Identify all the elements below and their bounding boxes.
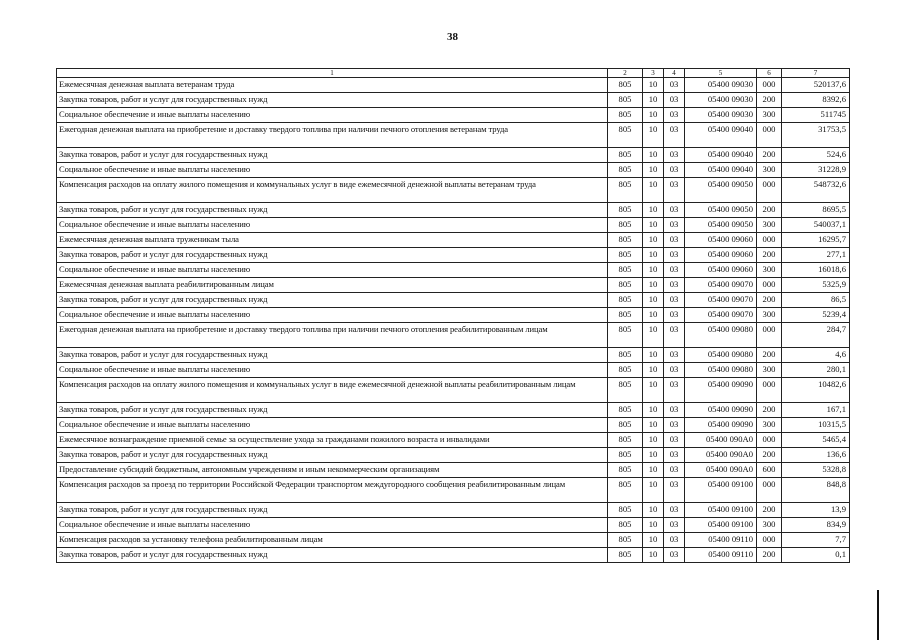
amount-cell: 5465,4	[782, 433, 850, 448]
expense-type-cell: 300	[757, 263, 782, 278]
department-code-cell: 805	[608, 448, 643, 463]
department-code-cell: 805	[608, 378, 643, 403]
header-cell: 5	[685, 69, 757, 78]
department-code-cell: 805	[608, 363, 643, 378]
section-code-cell: 10	[643, 403, 664, 418]
expense-type-cell: 000	[757, 78, 782, 93]
department-code-cell: 805	[608, 533, 643, 548]
subsection-code-cell: 03	[664, 263, 685, 278]
section-code-cell: 10	[643, 323, 664, 348]
table-row	[57, 418, 850, 433]
section-code-cell: 10	[643, 78, 664, 93]
expense-type-cell: 200	[757, 548, 782, 563]
table-row	[57, 278, 850, 293]
subsection-code-cell: 03	[664, 148, 685, 163]
amount-cell: 280,1	[782, 363, 850, 378]
table-row	[57, 93, 850, 108]
item-name-cell: Закупка товаров, работ и услуг для государственных нужд	[57, 548, 608, 563]
amount-cell: 136,6	[782, 448, 850, 463]
department-code-cell: 805	[608, 178, 643, 203]
department-code-cell: 805	[608, 503, 643, 518]
item-name-cell: Ежегодная денежная выплата на приобретение и доставку твердого топлива при наличии печного отопления ветеранам труда	[57, 123, 608, 148]
table-row	[57, 518, 850, 533]
department-code-cell: 805	[608, 403, 643, 418]
table-row	[57, 363, 850, 378]
amount-cell: 524,6	[782, 148, 850, 163]
target-article-cell: 05400 09090	[685, 418, 757, 433]
expense-type-cell: 000	[757, 123, 782, 148]
item-name-cell: Социальное обеспечение и иные выплаты населению	[57, 163, 608, 178]
subsection-code-cell: 03	[664, 248, 685, 263]
target-article-cell: 05400 09110	[685, 533, 757, 548]
department-code-cell: 805	[608, 463, 643, 478]
section-code-cell: 10	[643, 148, 664, 163]
table-row	[57, 148, 850, 163]
item-name-cell: Закупка товаров, работ и услуг для государственных нужд	[57, 503, 608, 518]
department-code-cell: 805	[608, 478, 643, 503]
amount-cell: 548732,6	[782, 178, 850, 203]
page-number: 38	[447, 31, 458, 43]
section-code-cell: 10	[643, 123, 664, 148]
amount-cell: 277,1	[782, 248, 850, 263]
table-row	[57, 233, 850, 248]
table-row	[57, 378, 850, 403]
department-code-cell: 805	[608, 263, 643, 278]
header-cell: 1	[57, 69, 608, 78]
table-row	[57, 163, 850, 178]
table-header-row	[57, 69, 850, 78]
header-cell: 4	[664, 69, 685, 78]
section-code-cell: 10	[643, 308, 664, 323]
amount-cell: 4,6	[782, 348, 850, 363]
amount-cell: 0,1	[782, 548, 850, 563]
header-cell: 7	[782, 69, 850, 78]
department-code-cell: 805	[608, 218, 643, 233]
target-article-cell: 05400 09030	[685, 78, 757, 93]
section-code-cell: 10	[643, 248, 664, 263]
department-code-cell: 805	[608, 278, 643, 293]
subsection-code-cell: 03	[664, 478, 685, 503]
target-article-cell: 05400 09030	[685, 108, 757, 123]
expense-type-cell: 300	[757, 218, 782, 233]
subsection-code-cell: 03	[664, 308, 685, 323]
department-code-cell: 805	[608, 233, 643, 248]
expense-type-cell: 000	[757, 433, 782, 448]
amount-cell: 31753,5	[782, 123, 850, 148]
amount-cell: 5239,4	[782, 308, 850, 323]
header-cell: 6	[757, 69, 782, 78]
amount-cell: 16295,7	[782, 233, 850, 248]
table-row	[57, 348, 850, 363]
target-article-cell: 05400 09100	[685, 503, 757, 518]
subsection-code-cell: 03	[664, 418, 685, 433]
target-article-cell: 05400 09060	[685, 263, 757, 278]
target-article-cell: 05400 09060	[685, 233, 757, 248]
expense-type-cell: 300	[757, 308, 782, 323]
expense-type-cell: 000	[757, 478, 782, 503]
subsection-code-cell: 03	[664, 178, 685, 203]
table-body	[57, 78, 850, 563]
section-code-cell: 10	[643, 503, 664, 518]
expense-type-cell: 300	[757, 363, 782, 378]
subsection-code-cell: 03	[664, 363, 685, 378]
subsection-code-cell: 03	[664, 323, 685, 348]
table-row	[57, 123, 850, 148]
item-name-cell: Социальное обеспечение и иные выплаты населению	[57, 308, 608, 323]
expense-type-cell: 200	[757, 448, 782, 463]
expense-type-cell: 000	[757, 378, 782, 403]
amount-cell: 540037,1	[782, 218, 850, 233]
table-row	[57, 248, 850, 263]
section-code-cell: 10	[643, 363, 664, 378]
subsection-code-cell: 03	[664, 548, 685, 563]
target-article-cell: 05400 09080	[685, 348, 757, 363]
target-article-cell: 05400 09080	[685, 323, 757, 348]
department-code-cell: 805	[608, 93, 643, 108]
expense-type-cell: 200	[757, 403, 782, 418]
subsection-code-cell: 03	[664, 433, 685, 448]
section-code-cell: 10	[643, 433, 664, 448]
department-code-cell: 805	[608, 433, 643, 448]
table-row	[57, 403, 850, 418]
table-row	[57, 293, 850, 308]
amount-cell: 8695,5	[782, 203, 850, 218]
subsection-code-cell: 03	[664, 503, 685, 518]
expense-type-cell: 200	[757, 503, 782, 518]
item-name-cell: Ежемесячное вознаграждение приемной семье за осуществление ухода за гражданами пожилого возраста и инвалидами	[57, 433, 608, 448]
section-code-cell: 10	[643, 418, 664, 433]
section-code-cell: 10	[643, 378, 664, 403]
table-row	[57, 108, 850, 123]
item-name-cell: Социальное обеспечение и иные выплаты населению	[57, 418, 608, 433]
table-row	[57, 548, 850, 563]
table-row	[57, 308, 850, 323]
target-article-cell: 05400 09060	[685, 248, 757, 263]
amount-cell: 5325,9	[782, 278, 850, 293]
amount-cell: 284,7	[782, 323, 850, 348]
item-name-cell: Ежемесячная денежная выплата реабилитированным лицам	[57, 278, 608, 293]
subsection-code-cell: 03	[664, 278, 685, 293]
item-name-cell: Закупка товаров, работ и услуг для государственных нужд	[57, 403, 608, 418]
header-cell: 3	[643, 69, 664, 78]
table-row	[57, 478, 850, 503]
target-article-cell: 05400 09050	[685, 203, 757, 218]
section-code-cell: 10	[643, 263, 664, 278]
amount-cell: 167,1	[782, 403, 850, 418]
section-code-cell: 10	[643, 218, 664, 233]
section-code-cell: 10	[643, 178, 664, 203]
item-name-cell: Предоставление субсидий бюджетным, автономным учреждениям и иным некоммерческим организациям	[57, 463, 608, 478]
table-row	[57, 78, 850, 93]
item-name-cell: Компенсация расходов за проезд по территории Российской Федерации транспортом междугородного сообщения реабилитированным лицам	[57, 478, 608, 503]
department-code-cell: 805	[608, 78, 643, 93]
expense-type-cell: 000	[757, 178, 782, 203]
amount-cell: 13,9	[782, 503, 850, 518]
target-article-cell: 05400 09070	[685, 293, 757, 308]
expense-type-cell: 000	[757, 233, 782, 248]
department-code-cell: 805	[608, 108, 643, 123]
amount-cell: 5328,8	[782, 463, 850, 478]
amount-cell: 834,9	[782, 518, 850, 533]
target-article-cell: 05400 09100	[685, 478, 757, 503]
item-name-cell: Закупка товаров, работ и услуг для государственных нужд	[57, 93, 608, 108]
amount-cell: 10482,6	[782, 378, 850, 403]
amount-cell: 848,8	[782, 478, 850, 503]
subsection-code-cell: 03	[664, 378, 685, 403]
department-code-cell: 805	[608, 418, 643, 433]
item-name-cell: Ежегодная денежная выплата на приобретение и доставку твердого топлива при наличии печного отопления реабилитированным лицам	[57, 323, 608, 348]
target-article-cell: 05400 09040	[685, 163, 757, 178]
table-row	[57, 263, 850, 278]
item-name-cell: Закупка товаров, работ и услуг для государственных нужд	[57, 148, 608, 163]
target-article-cell: 05400 09110	[685, 548, 757, 563]
subsection-code-cell: 03	[664, 218, 685, 233]
target-article-cell: 05400 090А0	[685, 433, 757, 448]
subsection-code-cell: 03	[664, 93, 685, 108]
section-code-cell: 10	[643, 518, 664, 533]
expense-type-cell: 300	[757, 518, 782, 533]
item-name-cell: Закупка товаров, работ и услуг для государственных нужд	[57, 203, 608, 218]
amount-cell: 86,5	[782, 293, 850, 308]
section-code-cell: 10	[643, 108, 664, 123]
subsection-code-cell: 03	[664, 448, 685, 463]
expense-type-cell: 300	[757, 163, 782, 178]
expense-type-cell: 000	[757, 278, 782, 293]
target-article-cell: 05400 09040	[685, 148, 757, 163]
section-code-cell: 10	[643, 533, 664, 548]
table-row	[57, 503, 850, 518]
item-name-cell: Закупка товаров, работ и услуг для государственных нужд	[57, 293, 608, 308]
page-edge-bar	[877, 590, 879, 640]
item-name-cell: Социальное обеспечение и иные выплаты населению	[57, 263, 608, 278]
subsection-code-cell: 03	[664, 203, 685, 218]
department-code-cell: 805	[608, 248, 643, 263]
expense-type-cell: 200	[757, 93, 782, 108]
subsection-code-cell: 03	[664, 108, 685, 123]
target-article-cell: 05400 09090	[685, 378, 757, 403]
department-code-cell: 805	[608, 123, 643, 148]
expense-type-cell: 200	[757, 148, 782, 163]
department-code-cell: 805	[608, 348, 643, 363]
expense-type-cell: 300	[757, 418, 782, 433]
subsection-code-cell: 03	[664, 463, 685, 478]
item-name-cell: Ежемесячная денежная выплата труженикам тыла	[57, 233, 608, 248]
section-code-cell: 10	[643, 448, 664, 463]
section-code-cell: 10	[643, 463, 664, 478]
table-row	[57, 448, 850, 463]
subsection-code-cell: 03	[664, 293, 685, 308]
amount-cell: 511745	[782, 108, 850, 123]
subsection-code-cell: 03	[664, 78, 685, 93]
target-article-cell: 05400 09090	[685, 403, 757, 418]
target-article-cell: 05400 09050	[685, 218, 757, 233]
section-code-cell: 10	[643, 478, 664, 503]
department-code-cell: 805	[608, 518, 643, 533]
table-row	[57, 533, 850, 548]
target-article-cell: 05400 09070	[685, 308, 757, 323]
item-name-cell: Закупка товаров, работ и услуг для государственных нужд	[57, 248, 608, 263]
amount-cell: 7,7	[782, 533, 850, 548]
target-article-cell: 05400 09070	[685, 278, 757, 293]
table-row	[57, 463, 850, 478]
expense-type-cell: 000	[757, 323, 782, 348]
department-code-cell: 805	[608, 323, 643, 348]
subsection-code-cell: 03	[664, 163, 685, 178]
item-name-cell: Социальное обеспечение и иные выплаты населению	[57, 518, 608, 533]
table-row	[57, 323, 850, 348]
expense-type-cell: 200	[757, 248, 782, 263]
section-code-cell: 10	[643, 233, 664, 248]
section-code-cell: 10	[643, 163, 664, 178]
target-article-cell: 05400 09050	[685, 178, 757, 203]
target-article-cell: 05400 090А0	[685, 463, 757, 478]
target-article-cell: 05400 09030	[685, 93, 757, 108]
amount-cell: 10315,5	[782, 418, 850, 433]
table-row	[57, 178, 850, 203]
item-name-cell: Закупка товаров, работ и услуг для государственных нужд	[57, 348, 608, 363]
subsection-code-cell: 03	[664, 233, 685, 248]
target-article-cell: 05400 09080	[685, 363, 757, 378]
budget-table	[56, 68, 850, 563]
section-code-cell: 10	[643, 348, 664, 363]
subsection-code-cell: 03	[664, 123, 685, 148]
target-article-cell: 05400 09100	[685, 518, 757, 533]
subsection-code-cell: 03	[664, 348, 685, 363]
department-code-cell: 805	[608, 548, 643, 563]
amount-cell: 31228,9	[782, 163, 850, 178]
header-cell: 2	[608, 69, 643, 78]
expense-type-cell: 200	[757, 348, 782, 363]
item-name-cell: Социальное обеспечение и иные выплаты населению	[57, 363, 608, 378]
expense-type-cell: 200	[757, 203, 782, 218]
expense-type-cell: 600	[757, 463, 782, 478]
amount-cell: 16018,6	[782, 263, 850, 278]
section-code-cell: 10	[643, 548, 664, 563]
expense-type-cell: 300	[757, 108, 782, 123]
expense-type-cell: 200	[757, 293, 782, 308]
table-row	[57, 433, 850, 448]
subsection-code-cell: 03	[664, 518, 685, 533]
section-code-cell: 10	[643, 93, 664, 108]
section-code-cell: 10	[643, 203, 664, 218]
item-name-cell: Социальное обеспечение и иные выплаты населению	[57, 218, 608, 233]
target-article-cell: 05400 090А0	[685, 448, 757, 463]
subsection-code-cell: 03	[664, 533, 685, 548]
table-row	[57, 218, 850, 233]
section-code-cell: 10	[643, 278, 664, 293]
amount-cell: 8392,6	[782, 93, 850, 108]
department-code-cell: 805	[608, 148, 643, 163]
department-code-cell: 805	[608, 308, 643, 323]
target-article-cell: 05400 09040	[685, 123, 757, 148]
item-name-cell: Закупка товаров, работ и услуг для государственных нужд	[57, 448, 608, 463]
item-name-cell: Социальное обеспечение и иные выплаты населению	[57, 108, 608, 123]
item-name-cell: Компенсация расходов на оплату жилого помещения и коммунальных услуг в виде ежемесячной денежной выплаты ветеранам труда	[57, 178, 608, 203]
subsection-code-cell: 03	[664, 403, 685, 418]
section-code-cell: 10	[643, 293, 664, 308]
amount-cell: 520137,6	[782, 78, 850, 93]
item-name-cell: Ежемесячная денежная выплата ветеранам труда	[57, 78, 608, 93]
department-code-cell: 805	[608, 163, 643, 178]
item-name-cell: Компенсация расходов на оплату жилого помещения и коммунальных услуг в виде ежемесячной денежной выплаты реабилитированным лицам	[57, 378, 608, 403]
department-code-cell: 805	[608, 203, 643, 218]
table-row	[57, 203, 850, 218]
department-code-cell: 805	[608, 293, 643, 308]
expense-type-cell: 000	[757, 533, 782, 548]
item-name-cell: Компенсация расходов за установку телефона реабилитированным лицам	[57, 533, 608, 548]
